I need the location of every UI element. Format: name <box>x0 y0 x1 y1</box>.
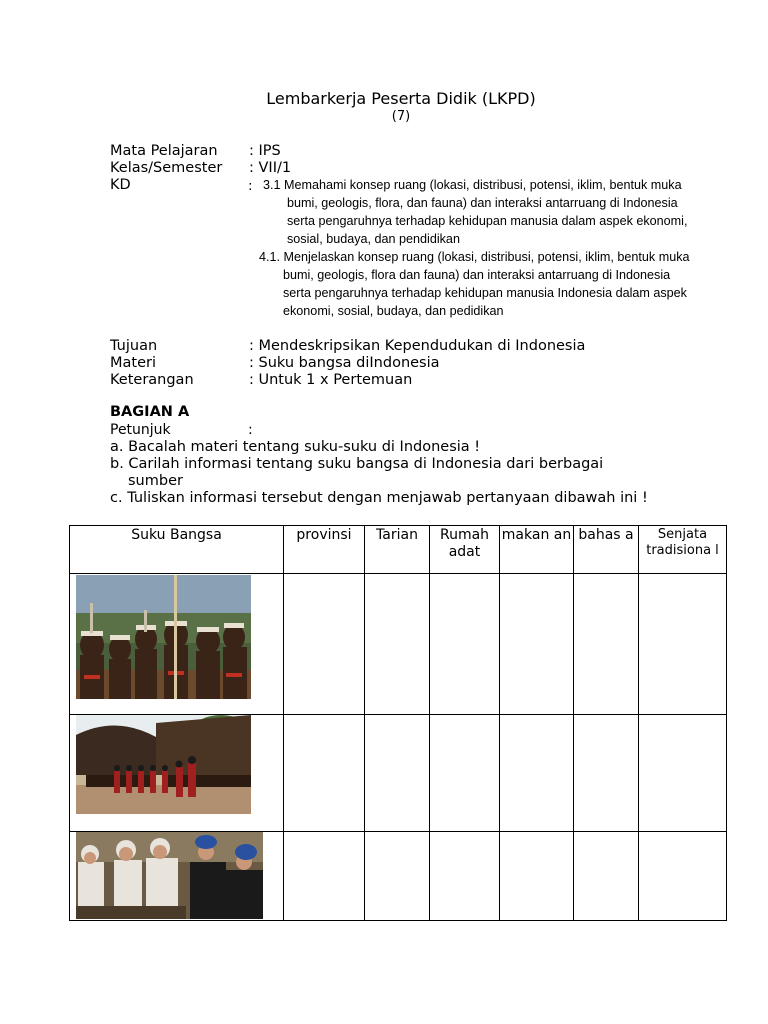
table-cell[interactable] <box>430 832 500 921</box>
step-b <box>110 456 603 490</box>
table-cell[interactable] <box>500 715 574 832</box>
table-cell[interactable] <box>574 715 639 832</box>
info-value: : Suku bangsa diIndonesia <box>249 355 440 371</box>
table-cell[interactable] <box>639 715 727 832</box>
tribe-photo-baduy <box>76 832 263 919</box>
info-value: : VII/1 <box>249 160 292 176</box>
column-header-suku: Suku Bangsa <box>70 526 284 574</box>
table-row <box>70 832 727 921</box>
info-label: Keterangan <box>110 372 194 388</box>
column-header-rumah: Rumah adat <box>430 526 500 574</box>
table-cell[interactable] <box>430 715 500 832</box>
info-kd <box>110 177 249 194</box>
step-continuation: sumber <box>128 473 183 489</box>
table-row <box>70 574 727 715</box>
tribe-photo-toraja <box>76 715 251 814</box>
petunjuk-label: Petunjuk <box>110 422 171 438</box>
kd-number: 3.1 <box>263 178 281 192</box>
table-row <box>70 715 727 832</box>
worksheet-table <box>69 525 727 921</box>
kd-text: Memahami konsep ruang (lokasi, distribusi, potensi, iklim, bentuk muka bumi, geologis, flora, dan fauna) dan interaksi antarruang di Indonesia serta pengaruhnya terhadap kehidupan manusia dalam aspek ekonomi, sosial, budaya, dan pendidikan <box>284 178 688 246</box>
table-cell[interactable] <box>639 832 727 921</box>
kd-item-1 <box>259 177 699 249</box>
info-kelas <box>110 160 291 177</box>
table-cell[interactable] <box>500 574 574 715</box>
table-cell[interactable] <box>365 715 430 832</box>
info-keterangan <box>110 372 412 389</box>
info-value: : Mendeskripsikan Kependudukan di Indonesia <box>249 338 586 354</box>
step-text: b. Carilah informasi tentang suku bangsa di Indonesia dari berbagai <box>110 456 604 472</box>
info-label: Materi <box>110 355 156 371</box>
column-header-makanan: makan an <box>500 526 574 574</box>
photo-cell <box>70 832 284 921</box>
table-cell[interactable] <box>639 574 727 715</box>
info-value: : IPS <box>249 143 281 159</box>
table-cell[interactable] <box>284 832 365 921</box>
table-cell[interactable] <box>284 715 365 832</box>
table-cell[interactable] <box>365 832 430 921</box>
kd-item-2 <box>255 249 699 321</box>
info-label: Kelas/Semester <box>110 160 223 176</box>
column-header-provinsi: provinsi <box>284 526 365 574</box>
info-value: : Untuk 1 x Pertemuan <box>249 372 413 388</box>
info-label: KD <box>110 177 131 193</box>
kd-number: 4.1. <box>259 250 281 264</box>
table-cell[interactable] <box>574 832 639 921</box>
table-cell[interactable] <box>284 574 365 715</box>
table-cell[interactable] <box>500 832 574 921</box>
table-header-row <box>70 526 727 574</box>
petunjuk-colon: : <box>248 422 253 438</box>
photo-cell <box>70 574 284 715</box>
photo-cell <box>70 715 284 832</box>
info-label: Mata Pelajaran <box>110 143 218 159</box>
column-header-bahasa: bahas a <box>574 526 639 574</box>
step-a: a. Bacalah materi tentang suku-suku di Indonesia ! <box>110 439 481 455</box>
column-header-tarian: Tarian <box>365 526 430 574</box>
section-heading: BAGIAN A <box>110 404 190 420</box>
tribe-photo-papua <box>76 575 251 699</box>
step-c: c. Tuliskan informasi tersebut dengan menjawab pertanyaan dibawah ini ! <box>110 490 648 506</box>
info-label: Tujuan <box>110 338 158 354</box>
info-materi <box>110 355 440 372</box>
info-tujuan <box>110 338 585 355</box>
table-cell[interactable] <box>430 574 500 715</box>
kd-text: Menjelaskan konsep ruang (lokasi, distribusi, potensi, iklim, bentuk muka bumi, geologis, flora dan fauna) dan interaksi antarruang di Indonesia serta pengaruhnya terhadap kehidupan manusia Indonesia dalam aspek ekonomi, sosial, budaya, dan pedidikan <box>283 250 690 318</box>
table-cell[interactable] <box>365 574 430 715</box>
page-number: (7) <box>391 109 411 124</box>
table-cell[interactable] <box>574 574 639 715</box>
info-mapel <box>110 143 281 160</box>
column-header-senjata: Senjata tradisiona l <box>639 526 727 574</box>
kd-colon: : <box>248 178 253 194</box>
page-title: Lembarkerja Peserta Didik (LKPD) <box>266 89 536 108</box>
